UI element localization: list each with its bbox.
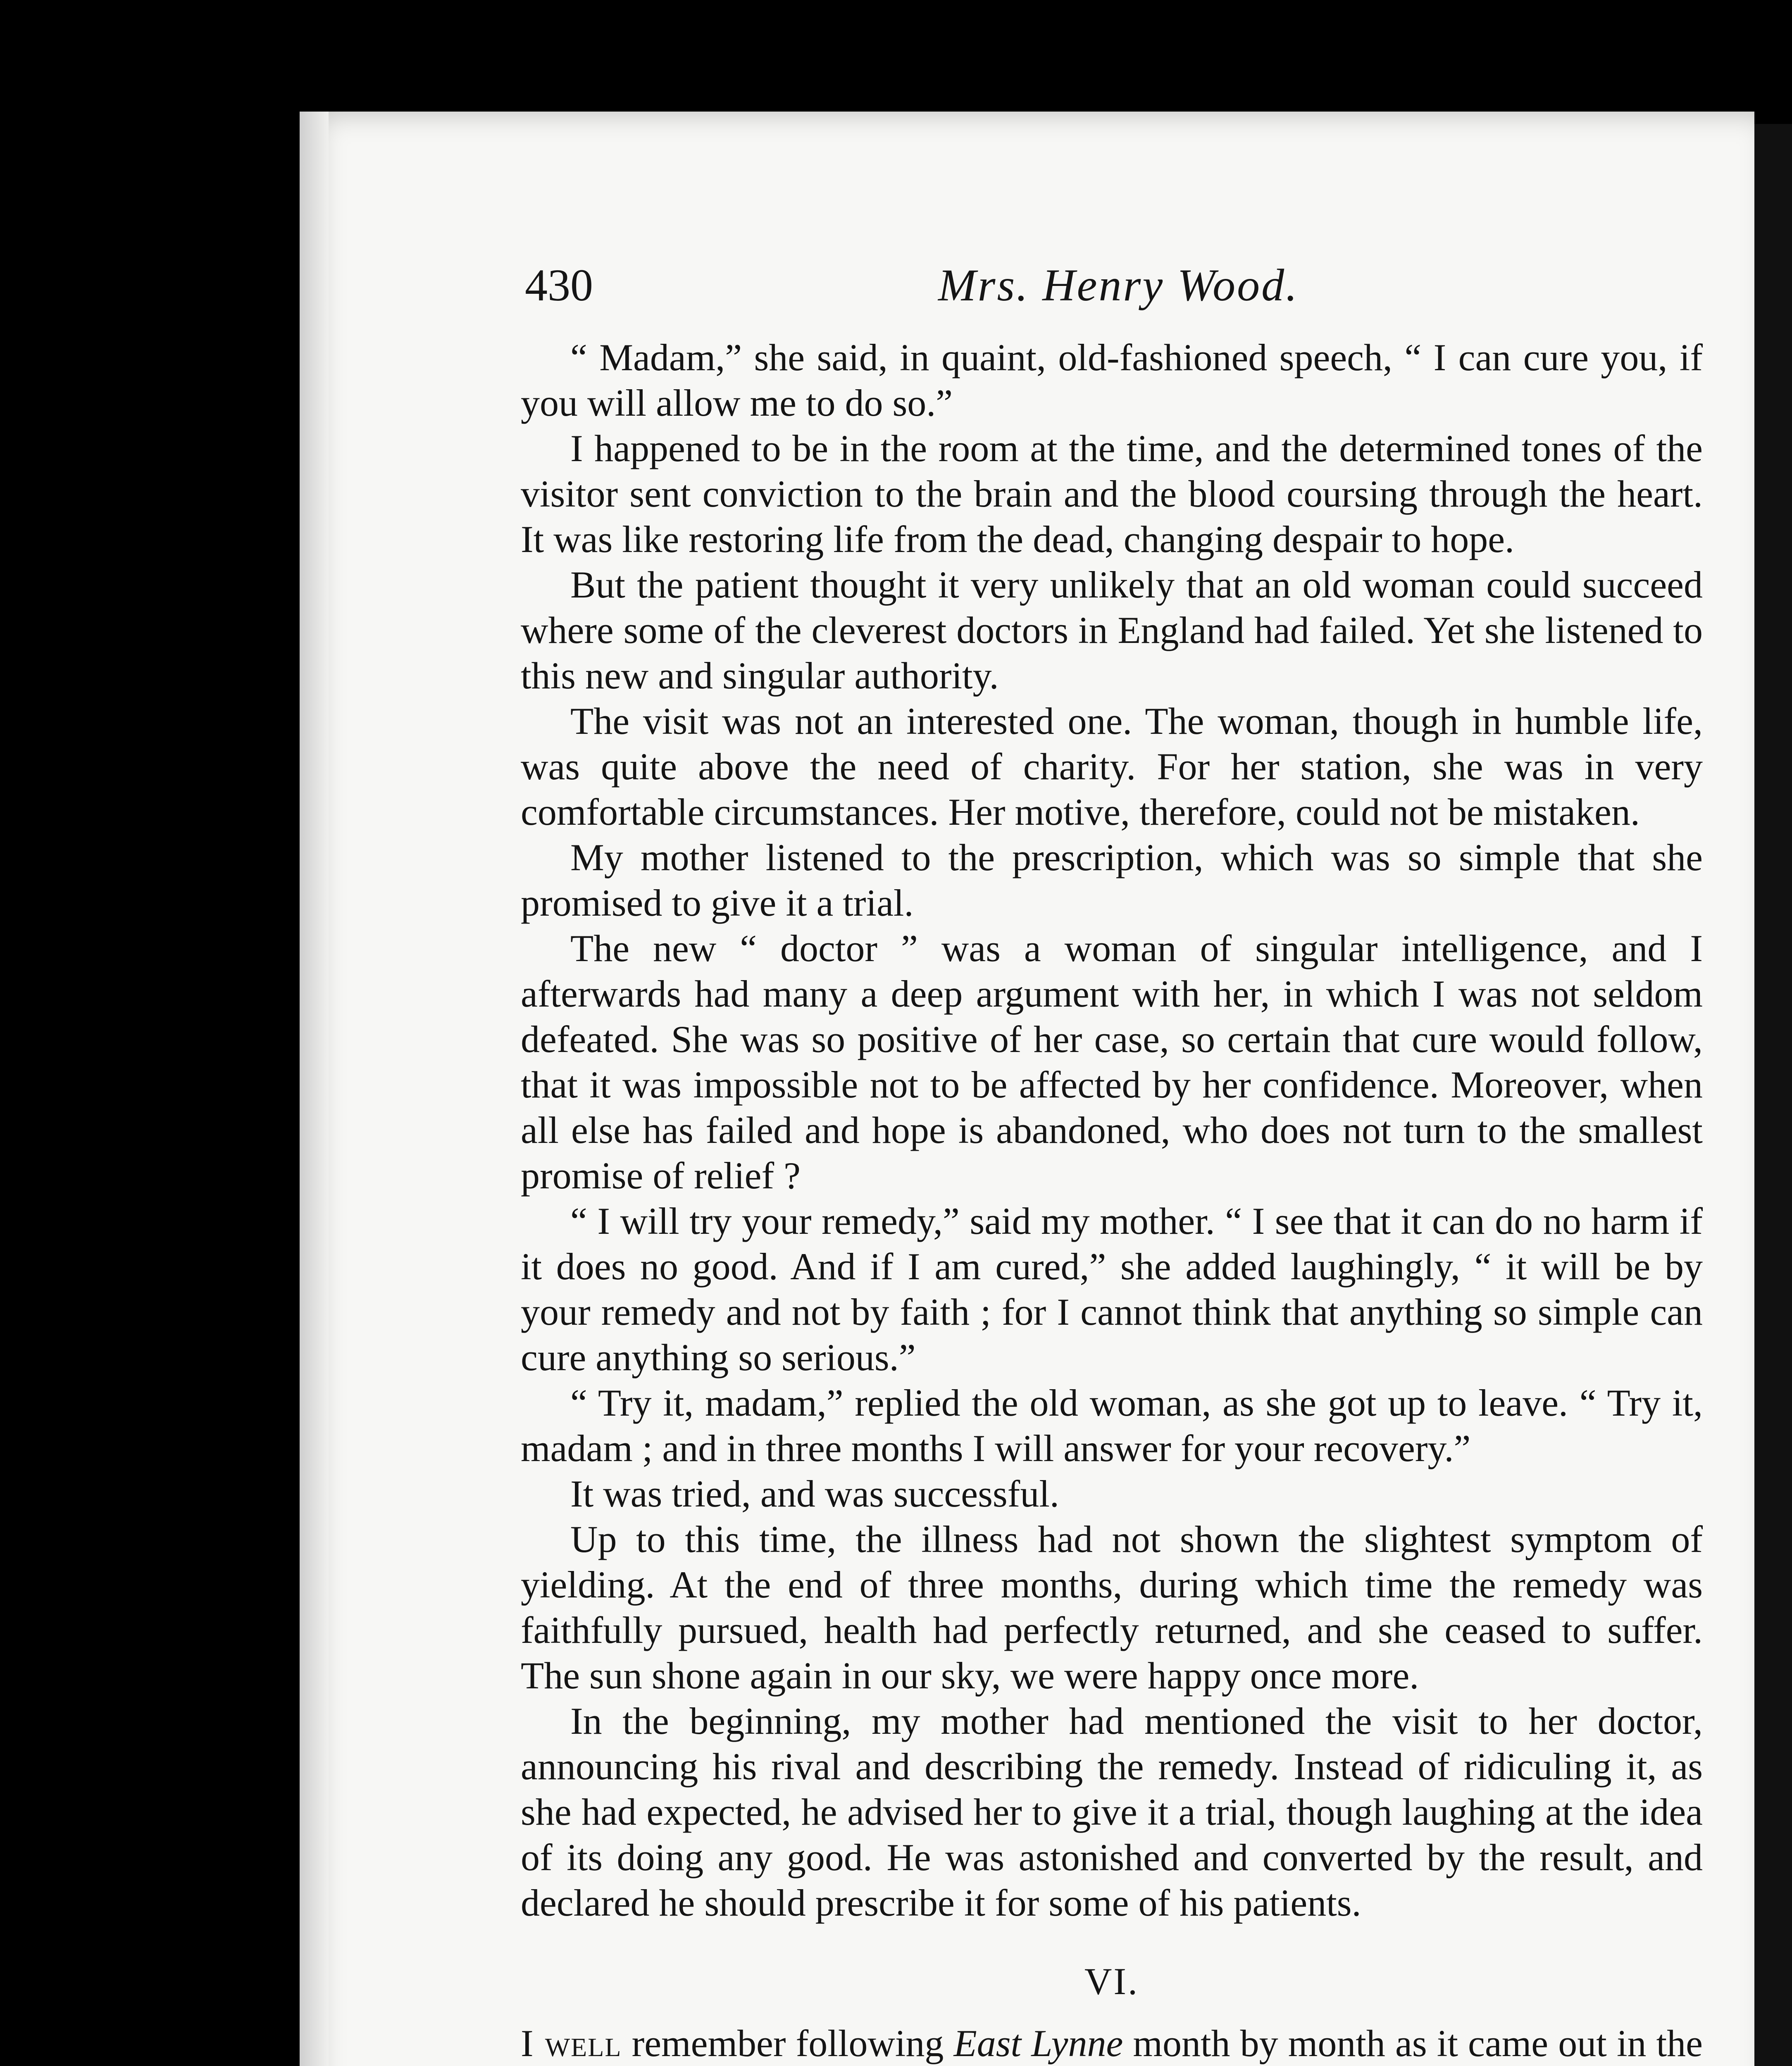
section-heading: VI. xyxy=(1084,1960,1139,2002)
paragraph: “ I will try your remedy,” said my mother. “ I see that it can do no harm if it does no good. And if I am cured,” she added laughingly, “ it will be by your remedy and not by faith ; for I cannot think that anything so simple can cure anything so serious.” xyxy=(521,1200,1703,1378)
facing-page-edge xyxy=(1754,124,1792,2066)
opening-word: I well xyxy=(521,2022,622,2064)
running-header xyxy=(525,252,1707,318)
page-number: 430 xyxy=(525,260,593,310)
paragraph: But the patient thought it very unlikely that an old woman could succeed where some of the cleverest doctors in England had failed. Yet she listened to this new and singular authority. xyxy=(521,564,1703,697)
page-spine xyxy=(300,112,329,2066)
paragraph: “ Madam,” she said, in quaint, old-fashioned speech, “ I can cure you, if you will allow me to do so.” xyxy=(521,336,1703,424)
paragraph: “ Try it, madam,” replied the old woman, as she got up to leave. “ Try it, madam ; and in three months I will answer for your recovery.” xyxy=(521,1382,1703,1469)
opening-text-continued: month by month as it came out in the xyxy=(1133,2022,1703,2064)
paragraph: The new “ doctor ” was a woman of singular intelligence, and I afterwards had many a deep argument with her, in which I was not seldom defeated. She was so positive of her case, so certain that cure would follow, that it was impossible not to be affected by her confidence. Moreover, when all else has failed and hope is abandoned, who does not turn to the smallest promise of relief ? xyxy=(521,927,1703,1197)
paragraph: The visit was not an interested one. The woman, though in humble life, was quite above the need of charity. For her station, she was in very comfortable circumstances. Her motive, therefore, could not be mistaken. xyxy=(521,700,1703,833)
paragraph: In the beginning, my mother had mentioned the visit to her doctor, announcing his rival and describing the remedy. Instead of ridiculing it, as she had expected, he advised her to give it a trial, though laughing at the idea of its doing any good. He was astonished and converted by the result, and declared he should prescribe it for some of his patients. xyxy=(521,1700,1703,1924)
opening-text: remember following xyxy=(622,2022,954,2064)
paragraph: My mother listened to the prescription, which was so simple that she promised to give it a trial. xyxy=(521,836,1703,924)
paragraph: I happened to be in the room at the time, and the determined tones of the visitor sent conviction to the brain and the blood coursing through the heart. It was like restoring life from the dead, changing despair to hope. xyxy=(521,427,1703,560)
section-opening-paragraph xyxy=(521,2021,1703,2066)
paragraph: Up to this time, the illness had not shown the slightest symptom of yielding. At the end of three months, during which time the remedy was faithfully pursued, health had perfectly returned, and she ceased to suffer. The sun shone again in our sky, we were happy once more. xyxy=(521,1518,1703,1697)
book-title: East Lynne xyxy=(953,2022,1123,2064)
body-text xyxy=(521,335,1703,2066)
paragraph: It was tried, and was successful. xyxy=(570,1473,1059,1515)
running-title: Mrs. Henry Wood. xyxy=(938,260,1299,310)
